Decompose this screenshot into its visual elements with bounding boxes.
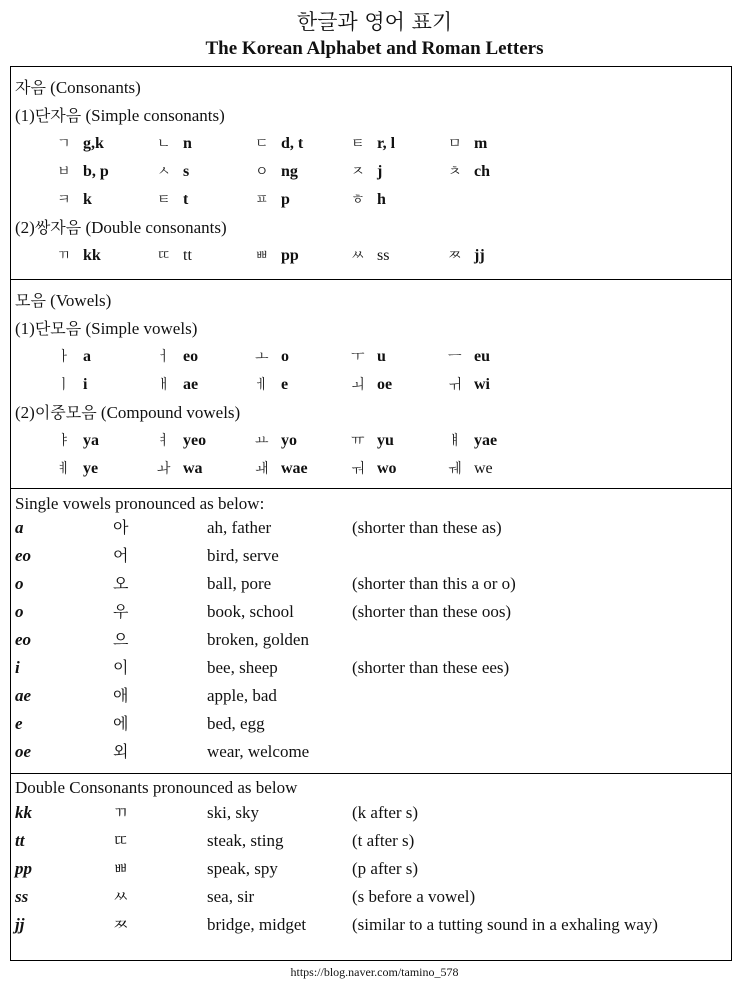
romanization: e bbox=[281, 376, 289, 393]
table-row bbox=[11, 655, 731, 681]
jamo-letter: ㅉ bbox=[448, 248, 462, 264]
jamo-cell bbox=[351, 344, 386, 370]
jamo-letter: ㅊ bbox=[448, 164, 462, 180]
jamo-cell bbox=[255, 428, 297, 454]
romanization: kk bbox=[83, 247, 101, 264]
label-english: (Double consonants) bbox=[85, 218, 227, 237]
jamo-cell bbox=[448, 243, 485, 269]
jamo-letter: ㅍ bbox=[255, 192, 269, 208]
example-words: apple, bad bbox=[207, 686, 277, 705]
table-row bbox=[11, 739, 731, 765]
romanization: pp bbox=[281, 247, 299, 264]
jamo-cell bbox=[351, 243, 389, 269]
hangul-letter: 애 bbox=[113, 686, 129, 705]
jamo-letter: ㅞ bbox=[448, 461, 462, 477]
single-vowels-section bbox=[11, 489, 731, 773]
romanization: b, p bbox=[83, 163, 109, 180]
table-row bbox=[11, 711, 731, 737]
jamo-cell bbox=[255, 187, 290, 213]
example-words: steak, sting bbox=[207, 831, 284, 850]
jamo-cell bbox=[448, 456, 493, 482]
label-english: (Simple consonants) bbox=[85, 106, 225, 125]
pronunciation-note: (shorter than these as) bbox=[352, 518, 502, 537]
jamo-cell bbox=[255, 372, 288, 398]
romanization: ss bbox=[15, 887, 29, 906]
jamo-letter: ㅗ bbox=[255, 349, 269, 365]
jamo-letter: ㅝ bbox=[351, 461, 365, 477]
pronunciation-note: (shorter than these oos) bbox=[352, 602, 512, 621]
consonants-heading-en: (Consonants) bbox=[50, 78, 141, 97]
romanization: pp bbox=[15, 859, 32, 878]
label-korean: 이중모음 bbox=[34, 403, 97, 422]
hangul-letter: 어 bbox=[113, 546, 129, 565]
jamo-letter: ㅛ bbox=[255, 433, 269, 449]
jamo-letter: ㄸ bbox=[157, 248, 171, 264]
romanization: n bbox=[183, 135, 192, 152]
pronunciation-note: (shorter than this a or o) bbox=[352, 574, 516, 593]
jamo-cell bbox=[255, 243, 299, 269]
romanization: wae bbox=[281, 460, 308, 477]
example-words: bird, serve bbox=[207, 546, 279, 565]
example-words: wear, welcome bbox=[207, 742, 310, 761]
pronunciation-note: (p after s) bbox=[352, 859, 419, 878]
page-title-korean: 한글과 영어 표기 bbox=[296, 10, 453, 34]
table-row bbox=[11, 627, 731, 653]
jamo-letter: ㅓ bbox=[157, 349, 171, 365]
hangul-letter: 오 bbox=[113, 574, 129, 593]
jamo-letter: ㅐ bbox=[157, 377, 171, 393]
romanization: o bbox=[281, 348, 289, 365]
jamo-letter: ㅒ bbox=[448, 433, 462, 449]
compound-vowels-label bbox=[15, 400, 240, 426]
jamo-cell bbox=[255, 344, 289, 370]
jamo-cell bbox=[57, 159, 109, 185]
jamo-letter: ㄷ bbox=[255, 136, 269, 152]
jamo-letter: ㅌ bbox=[351, 136, 365, 152]
romanization: yeo bbox=[183, 432, 207, 449]
jamo-letter: ㅠ bbox=[351, 433, 365, 449]
jamo-letter: ㅟ bbox=[448, 377, 462, 393]
romanization: kk bbox=[15, 803, 32, 822]
hangul-letter: 우 bbox=[113, 602, 129, 621]
romanization: h bbox=[377, 191, 386, 208]
hangul-letter: 외 bbox=[113, 742, 129, 761]
jamo-letter: ㅏ bbox=[57, 349, 71, 365]
jamo-letter: ㅜ bbox=[351, 349, 365, 365]
label-english: (Simple vowels) bbox=[85, 319, 198, 338]
jamo-cell bbox=[57, 456, 98, 482]
romanization: i bbox=[15, 658, 20, 677]
example-words: bee, sheep bbox=[207, 658, 278, 677]
example-words: broken, golden bbox=[207, 630, 309, 649]
jamo-cell bbox=[57, 131, 104, 157]
jamo-cell bbox=[57, 243, 101, 269]
pronunciation-note: (similar to a tutting sound in a exhaling way) bbox=[352, 915, 658, 934]
example-words: ski, sky bbox=[207, 803, 259, 822]
hangul-letter: 이 bbox=[113, 658, 129, 677]
jamo-letter: ㅂ bbox=[57, 164, 71, 180]
jamo-cell bbox=[255, 131, 303, 157]
jamo-letter: ㄱ bbox=[57, 136, 71, 152]
hangul-letter: ㅆ bbox=[113, 887, 129, 906]
romanization: eo bbox=[15, 630, 32, 649]
romanization: ae bbox=[183, 376, 199, 393]
jamo-cell bbox=[448, 131, 487, 157]
simple-consonants-label bbox=[15, 103, 225, 129]
vowels-heading bbox=[15, 288, 111, 314]
hangul-letter: ㅃ bbox=[113, 859, 129, 878]
jamo-cell bbox=[157, 131, 192, 157]
label-number: (2) bbox=[15, 403, 35, 422]
hangul-letter: ㄲ bbox=[113, 803, 129, 822]
hangul-letter: 아 bbox=[113, 518, 129, 537]
romanization: p bbox=[281, 191, 290, 208]
jamo-letter: ㅔ bbox=[255, 377, 269, 393]
jamo-cell bbox=[255, 159, 298, 185]
romanization: o bbox=[15, 602, 24, 621]
jamo-letter: ㅈ bbox=[351, 164, 365, 180]
jamo-letter: ㅌ bbox=[157, 192, 171, 208]
romanization: u bbox=[377, 348, 386, 365]
jamo-cell bbox=[255, 456, 308, 482]
example-words: speak, spy bbox=[207, 859, 278, 878]
jamo-cell bbox=[57, 344, 91, 370]
jamo-cell bbox=[157, 456, 203, 482]
table-row bbox=[11, 571, 731, 597]
pronunciation-note: (t after s) bbox=[352, 831, 415, 850]
romanization: g,k bbox=[83, 135, 104, 152]
example-words: ball, pore bbox=[207, 574, 272, 593]
alphabet-table bbox=[10, 66, 732, 961]
vowels-heading-ko: 모음 bbox=[15, 291, 46, 310]
jamo-letter: ㅕ bbox=[157, 433, 171, 449]
romanization: eo bbox=[15, 546, 32, 565]
romanization: s bbox=[183, 163, 190, 180]
jamo-letter: ㅑ bbox=[57, 433, 71, 449]
romanization: ng bbox=[281, 163, 298, 180]
label-english: (Compound vowels) bbox=[100, 403, 241, 422]
romanization: wa bbox=[183, 460, 203, 477]
romanization: oe bbox=[15, 742, 32, 761]
label-korean: 단자음 bbox=[34, 106, 82, 125]
table-row bbox=[11, 884, 731, 910]
romanization: wo bbox=[377, 460, 397, 477]
jamo-letter: ㅙ bbox=[255, 461, 269, 477]
romanization: tt bbox=[15, 831, 25, 850]
romanization: eu bbox=[474, 348, 490, 365]
label-korean: 단모음 bbox=[34, 319, 82, 338]
example-words: book, school bbox=[207, 602, 294, 621]
jamo-letter: ㅎ bbox=[351, 192, 365, 208]
romanization: oe bbox=[377, 376, 393, 393]
consonants-heading bbox=[15, 75, 141, 101]
jamo-letter: ㅅ bbox=[157, 164, 171, 180]
jamo-letter: ㅚ bbox=[351, 377, 365, 393]
jamo-cell bbox=[157, 187, 188, 213]
romanization: t bbox=[183, 191, 189, 208]
single-vowels-heading: Single vowels pronounced as below: bbox=[15, 494, 265, 513]
example-words: sea, sir bbox=[207, 887, 255, 906]
jamo-cell bbox=[57, 187, 92, 213]
jamo-cell bbox=[57, 372, 87, 398]
hangul-letter: 으 bbox=[113, 630, 129, 649]
jamo-letter: ㅇ bbox=[255, 164, 269, 180]
romanization: m bbox=[474, 135, 488, 152]
pronunciation-note: (shorter than these ees) bbox=[352, 658, 510, 677]
romanization: eo bbox=[183, 348, 199, 365]
source-url: https://blog.naver.com/tamino_578 bbox=[290, 965, 459, 979]
romanization: jj bbox=[15, 915, 25, 934]
jamo-letter: ㅘ bbox=[157, 461, 171, 477]
romanization: ae bbox=[15, 686, 32, 705]
jamo-letter: ㅃ bbox=[255, 248, 269, 264]
romanization: i bbox=[83, 376, 88, 393]
jamo-letter: ㅡ bbox=[448, 349, 462, 365]
hangul-letter: ㄸ bbox=[113, 831, 129, 850]
romanization: yo bbox=[281, 432, 297, 449]
label-korean: 쌍자음 bbox=[34, 218, 82, 237]
vowels-section bbox=[11, 280, 731, 488]
pronunciation-note: (s before a vowel) bbox=[352, 887, 476, 906]
romanization: yae bbox=[474, 432, 498, 449]
romanization: a bbox=[83, 348, 91, 365]
table-row bbox=[11, 515, 731, 541]
romanization: ss bbox=[377, 247, 390, 264]
table-row bbox=[11, 912, 731, 938]
page-title-english: The Korean Alphabet and Roman Letters bbox=[205, 38, 544, 59]
vowels-heading-en: (Vowels) bbox=[50, 291, 112, 310]
romanization: tt bbox=[183, 247, 192, 264]
jamo-letter: ㅁ bbox=[448, 136, 462, 152]
jamo-cell bbox=[448, 344, 490, 370]
example-words: bed, egg bbox=[207, 714, 265, 733]
jamo-cell bbox=[351, 428, 394, 454]
jamo-cell bbox=[157, 243, 192, 269]
romanization: e bbox=[15, 714, 23, 733]
jamo-letter: ㅣ bbox=[57, 377, 71, 393]
simple-vowels-label bbox=[15, 316, 197, 342]
jamo-letter: ㄲ bbox=[57, 248, 71, 264]
jamo-letter: ㅖ bbox=[57, 461, 71, 477]
double-consonants-section bbox=[11, 774, 731, 960]
jamo-cell bbox=[57, 428, 99, 454]
jamo-letter: ㅋ bbox=[57, 192, 71, 208]
jamo-cell bbox=[351, 372, 392, 398]
label-number: (1) bbox=[15, 319, 35, 338]
romanization: d, t bbox=[281, 135, 304, 152]
jamo-cell bbox=[351, 456, 397, 482]
romanization: ya bbox=[83, 432, 99, 449]
pronunciation-note: (k after s) bbox=[352, 803, 419, 822]
romanization: a bbox=[15, 518, 24, 537]
table-row bbox=[11, 599, 731, 625]
romanization: yu bbox=[377, 432, 394, 449]
romanization: we bbox=[474, 460, 493, 477]
jamo-cell bbox=[448, 428, 497, 454]
example-words: bridge, midget bbox=[207, 915, 307, 934]
romanization: j bbox=[377, 163, 383, 180]
table-row bbox=[11, 856, 731, 882]
table-row bbox=[11, 683, 731, 709]
jamo-cell bbox=[157, 344, 198, 370]
label-number: (2) bbox=[15, 218, 35, 237]
romanization: ye bbox=[83, 460, 99, 477]
jamo-cell bbox=[351, 159, 382, 185]
jamo-cell bbox=[157, 159, 189, 185]
jamo-cell bbox=[351, 187, 386, 213]
jamo-letter: ㅆ bbox=[351, 248, 365, 264]
double-consonants-label bbox=[15, 215, 227, 241]
jamo-cell bbox=[448, 159, 490, 185]
romanization: jj bbox=[474, 247, 485, 264]
table-row bbox=[11, 800, 731, 826]
jamo-cell bbox=[157, 372, 198, 398]
example-words: ah, father bbox=[207, 518, 272, 537]
label-number: (1) bbox=[15, 106, 35, 125]
table-row bbox=[11, 828, 731, 854]
consonants-section bbox=[11, 67, 731, 279]
romanization: o bbox=[15, 574, 24, 593]
table-row bbox=[11, 543, 731, 569]
jamo-cell bbox=[157, 428, 206, 454]
jamo-cell bbox=[351, 131, 395, 157]
hangul-letter: 에 bbox=[113, 714, 129, 733]
romanization: ch bbox=[474, 163, 490, 180]
double-consonants-heading: Double Consonants pronounced as below bbox=[15, 778, 298, 797]
romanization: k bbox=[83, 191, 92, 208]
romanization: r, l bbox=[377, 135, 396, 152]
jamo-letter: ㄴ bbox=[157, 136, 171, 152]
jamo-cell bbox=[448, 372, 490, 398]
hangul-letter: ㅉ bbox=[113, 915, 129, 934]
consonants-heading-ko: 자음 bbox=[15, 78, 46, 97]
romanization: wi bbox=[474, 376, 490, 393]
